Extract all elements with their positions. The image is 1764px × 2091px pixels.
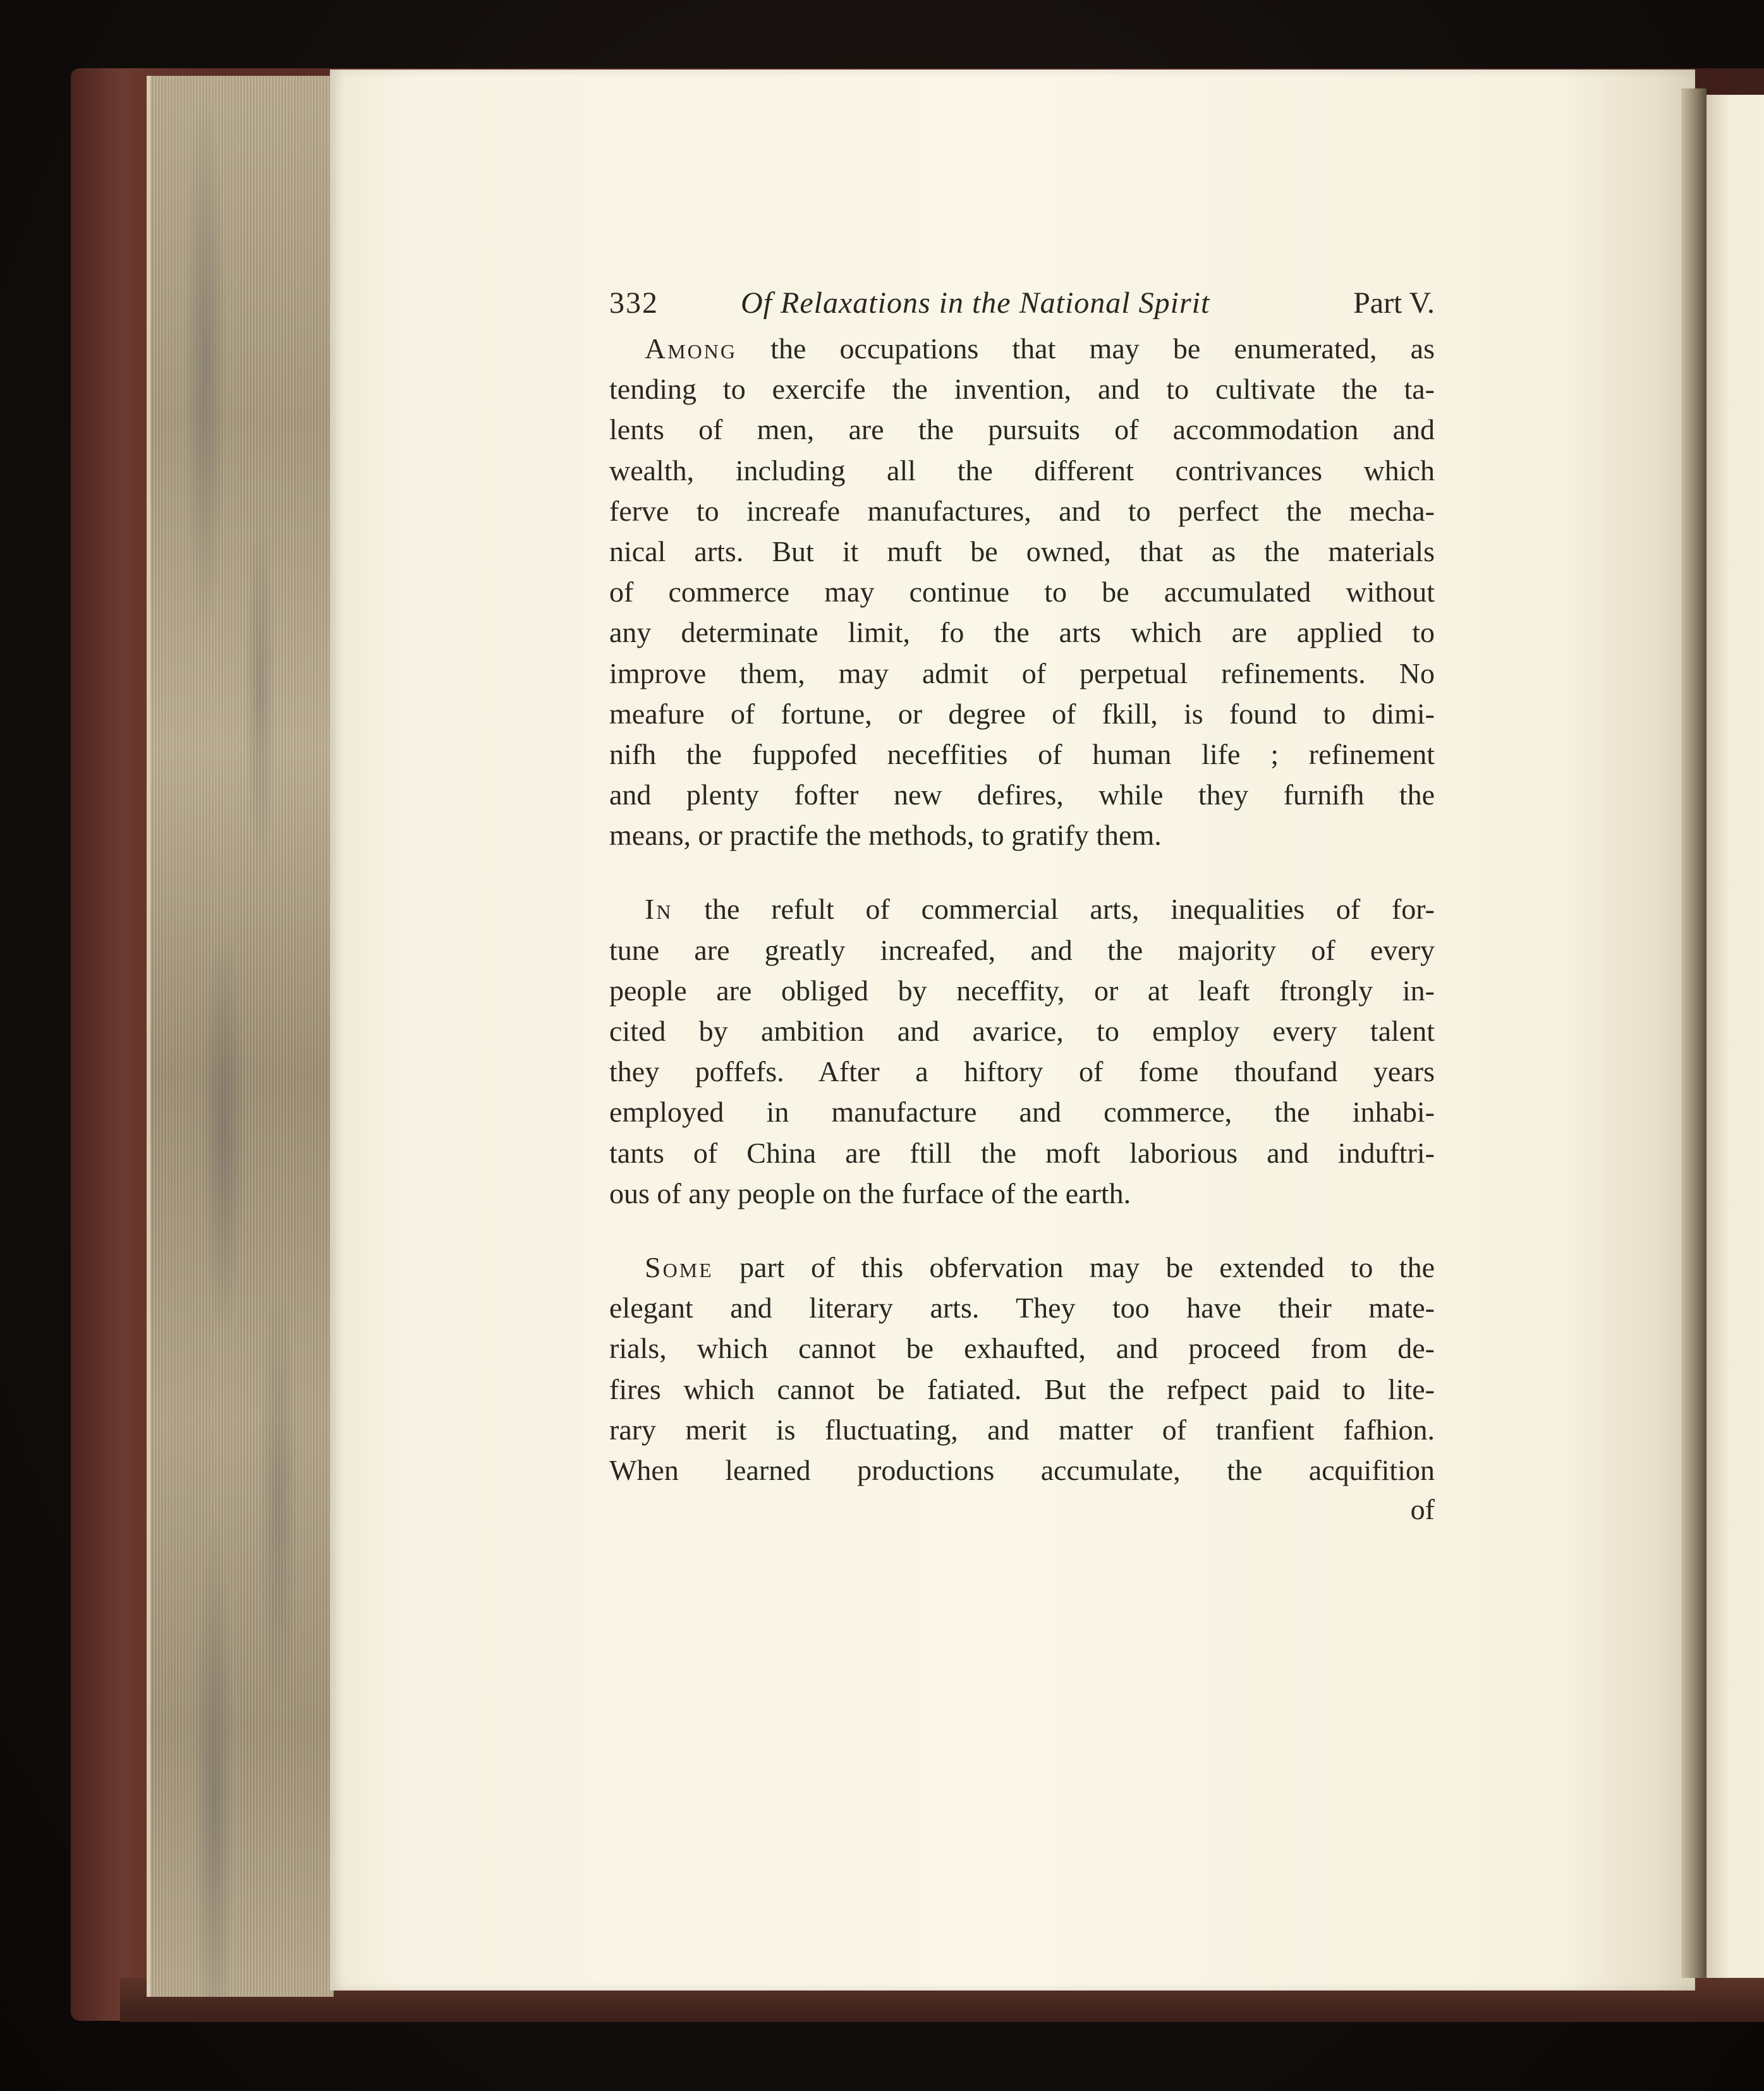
- running-head-title: Of Relaxations in the National Spirit: [741, 286, 1210, 320]
- text-line: fires which cannot be fatiated. But the refpect paid to lite-: [609, 1373, 1435, 1405]
- text-line: any determinate limit, fo the arts which are applied to: [609, 616, 1435, 649]
- text-line: nical arts. But it muft be owned, that as the materials: [609, 535, 1435, 567]
- paragraph-lead-word: In: [645, 893, 673, 926]
- page-block-edge: [147, 76, 334, 1997]
- text-line: means, or practife the methods, to gratify them.: [609, 819, 1162, 852]
- text-line: ous of any people on the furface of the earth.: [609, 1177, 1131, 1209]
- paragraph-lead-word: Among: [645, 332, 738, 365]
- book-gutter: [1681, 88, 1706, 1978]
- paragraph-2: [609, 889, 1435, 1214]
- text-line: rary merit is fluctuating, and matter of tranfient fafhion.: [609, 1413, 1435, 1446]
- paragraph-lead-word: Some: [645, 1251, 714, 1283]
- running-head: [609, 278, 1435, 329]
- text-line: In the refult of commercial arts, inequalities of for-: [645, 893, 1435, 926]
- text-line: employed in manufacture and commerce, the inhabi-: [609, 1096, 1435, 1129]
- text-line: of commerce may continue to be accumulated without: [609, 576, 1435, 609]
- text-line: wealth, including all the different contrivances which: [609, 454, 1435, 487]
- text-line: ferve to increafe manufactures, and to perfect the mecha-: [609, 494, 1435, 527]
- text-line: meafure of fortune, or degree of fkill, is found to dimi-: [609, 697, 1435, 730]
- text-line: elegant and literary arts. They too have their mate-: [609, 1292, 1435, 1324]
- paragraph-3: [609, 1247, 1435, 1491]
- text-line: Among the occupations that may be enumerated, as: [645, 332, 1435, 365]
- text-line: lents of men, are the pursuits of accommodation and: [609, 413, 1435, 446]
- text-line: tants of China are ftill the moft laborious and induftri-: [609, 1136, 1435, 1169]
- text-line: When learned productions accumulate, the acquifition: [609, 1453, 1435, 1486]
- part-label: Part V.: [1353, 286, 1435, 320]
- text-line: and plenty fofter new defires, while they furnifh the: [609, 779, 1435, 811]
- facing-page-edge: [1706, 95, 1764, 1978]
- paragraph-1: [609, 329, 1435, 856]
- text-line: they poffefs. After a hiftory of fome thoufand years: [609, 1055, 1435, 1088]
- text-line: improve them, may admit of perpetual refinements. No: [609, 657, 1435, 689]
- text-line: Some part of this obfervation may be extended to the: [645, 1251, 1435, 1283]
- text-line: people are obliged by neceffity, or at leaft ftrongly in-: [609, 974, 1435, 1007]
- paragraph-spacing: [609, 1214, 1435, 1247]
- page-text-block: [609, 278, 1435, 1529]
- text-line: rials, which cannot be exhaufted, and proceed from de-: [609, 1332, 1435, 1365]
- text-line: tune are greatly increafed, and the majority of every: [609, 933, 1435, 966]
- text-line: tending to exercife the invention, and to cultivate the ta-: [609, 373, 1435, 406]
- text-line: cited by ambition and avarice, to employ every talent: [609, 1015, 1435, 1047]
- page-number: 332: [609, 286, 659, 320]
- paragraph-spacing: [609, 856, 1435, 889]
- catchword: of: [1410, 1493, 1435, 1526]
- text-line: nifh the fuppofed neceffities of human life ; refinement: [609, 737, 1435, 770]
